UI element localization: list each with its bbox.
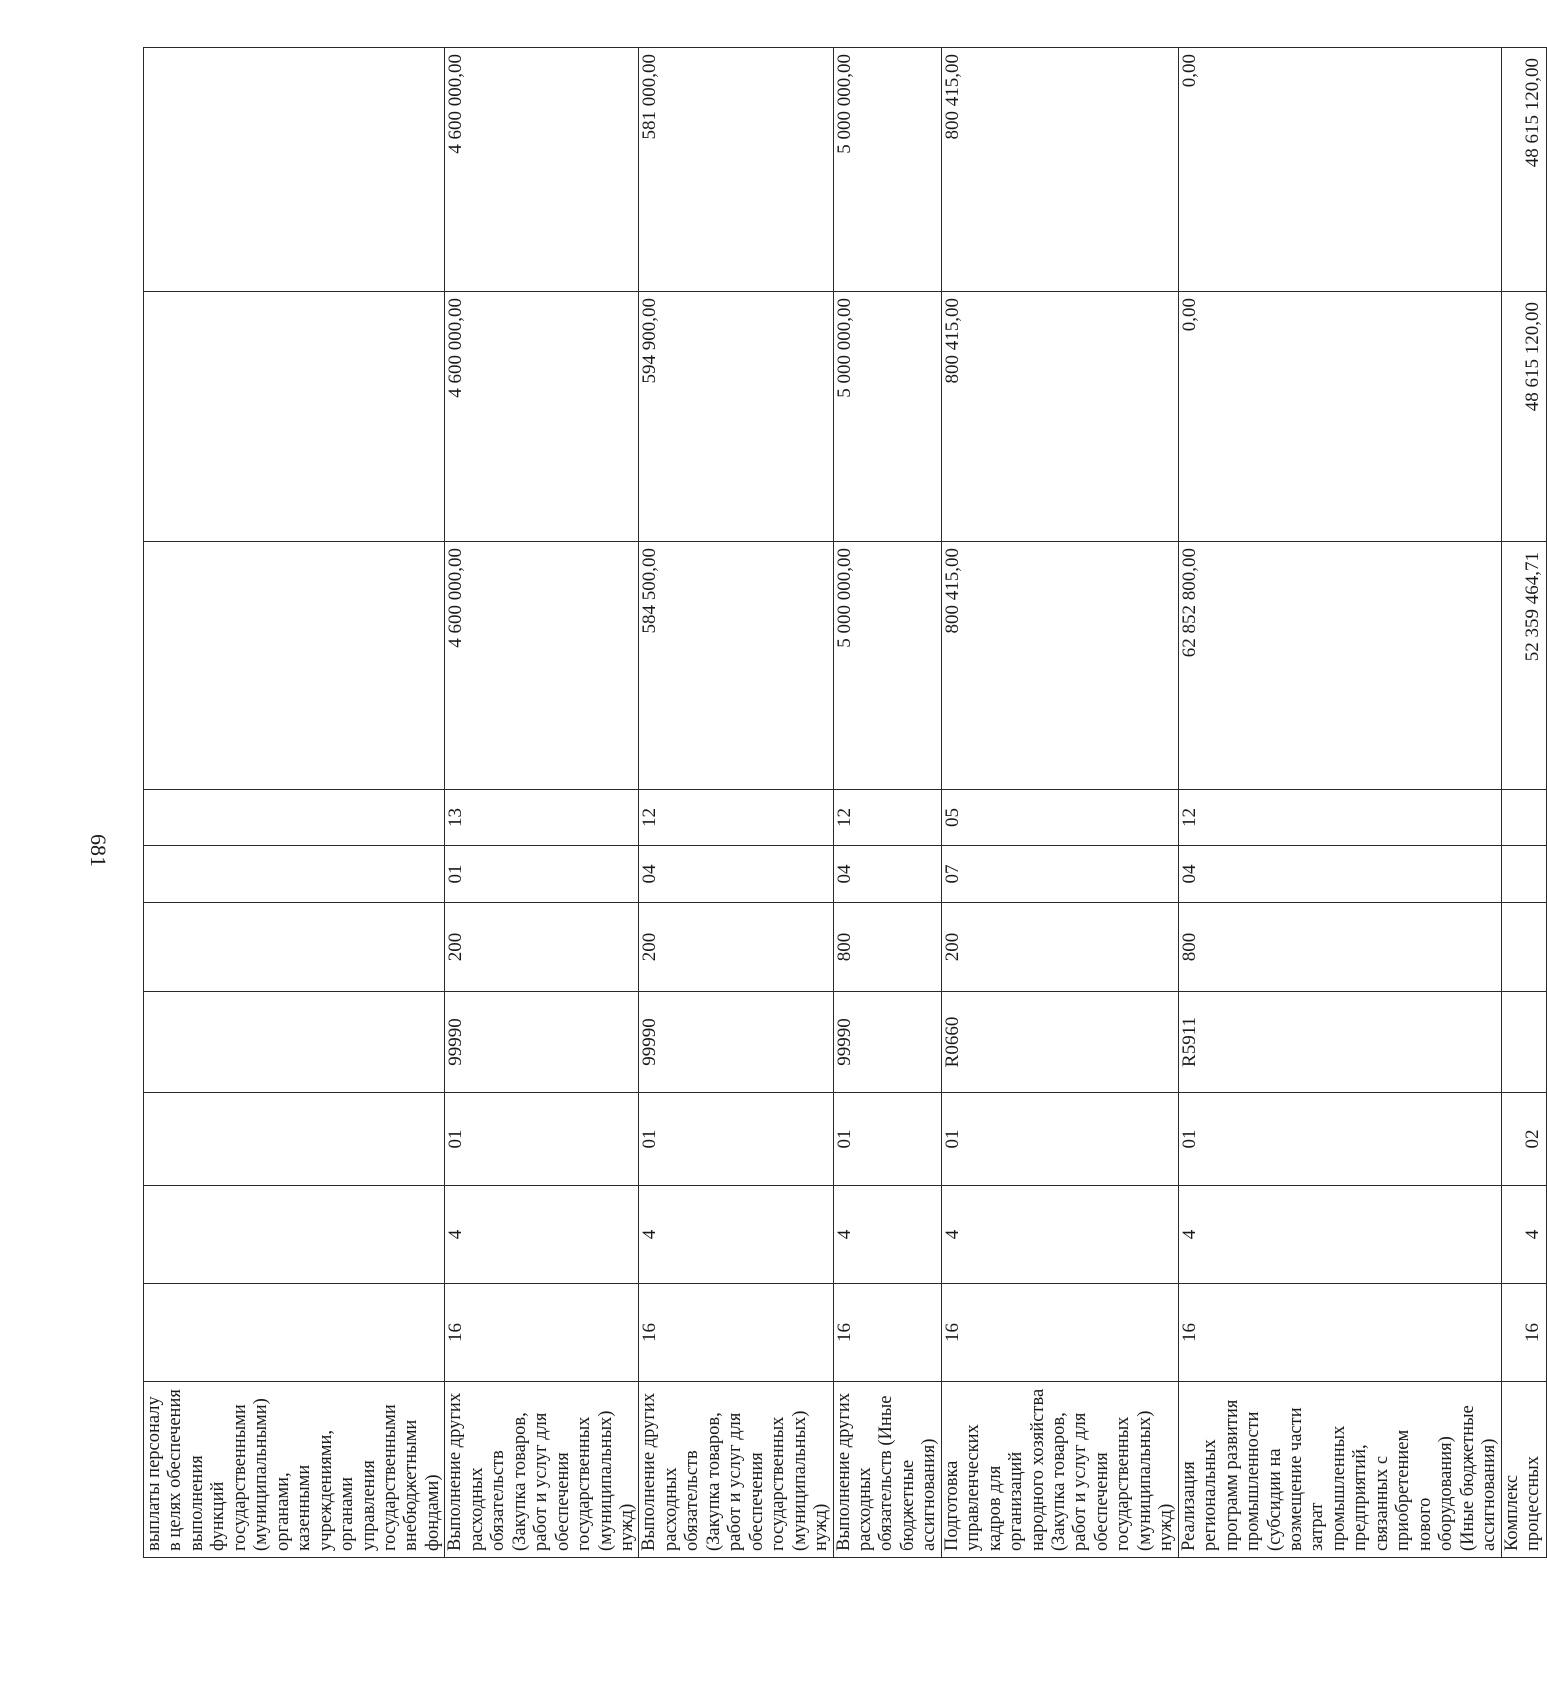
amount-cell: 52 359 464,71: [1501, 542, 1547, 790]
code-cell: 16: [1501, 1284, 1547, 1382]
code-cell: [1501, 790, 1547, 846]
amount-cell: 4 600 000,00: [445, 292, 639, 542]
row-description: Выполнение других расходных обязательств (Иные бюджетные ассигнования): [833, 1382, 941, 1558]
code-cell: 16: [639, 1284, 833, 1382]
row-description: Выполнение других расходных обязательств (Закупка товаров, работ и услуг для обеспечения государственных (муниципальных) нужд): [445, 1382, 639, 1558]
code-cell: 16: [941, 1284, 1178, 1382]
table-row: [445, 48, 639, 1558]
code-cell: 800: [833, 903, 941, 992]
code-cell: 02: [1501, 1093, 1547, 1186]
code-cell: 4: [941, 1186, 1178, 1284]
code-cell: 04: [1178, 846, 1501, 903]
table-row: [1501, 48, 1547, 1558]
amount-cell: 4 600 000,00: [445, 542, 639, 790]
code-cell: [1501, 992, 1547, 1093]
row-description: выплаты персоналу в целях обеспечения выполнения функций государственными (муниципальными) органами, казенными учреждениями, органами управления государственными внебюджетными фондами): [144, 1382, 445, 1558]
code-cell: [144, 1186, 445, 1284]
amount-cell: 5 000 000,00: [833, 48, 941, 292]
code-cell: 16: [833, 1284, 941, 1382]
code-cell: 01: [445, 846, 639, 903]
amount-cell: 4 600 000,00: [445, 48, 639, 292]
amount-cell: 594 900,00: [639, 292, 833, 542]
amount-cell: [144, 292, 445, 542]
code-cell: 200: [639, 903, 833, 992]
code-cell: 01: [833, 1093, 941, 1186]
code-cell: [144, 992, 445, 1093]
amount-cell: 800 415,00: [941, 292, 1178, 542]
amount-cell: 581 000,00: [639, 48, 833, 292]
amount-cell: 62 852 800,00: [1178, 542, 1501, 790]
table-row: [144, 48, 445, 1558]
code-cell: 12: [833, 790, 941, 846]
code-cell: [144, 846, 445, 903]
code-cell: 4: [445, 1186, 639, 1284]
code-cell: 01: [445, 1093, 639, 1186]
amount-cell: 800 415,00: [941, 48, 1178, 292]
code-cell: 99990: [445, 992, 639, 1093]
code-cell: 4: [639, 1186, 833, 1284]
code-cell: 07: [941, 846, 1178, 903]
code-cell: 99990: [639, 992, 833, 1093]
rotated-table-wrapper: [143, 48, 1544, 1558]
page-number: 681: [86, 833, 111, 867]
code-cell: 200: [941, 903, 1178, 992]
row-description: Комплекс процессных: [1501, 1382, 1547, 1558]
table-row: [941, 48, 1178, 1558]
code-cell: [1501, 846, 1547, 903]
amount-cell: 0,00: [1178, 292, 1501, 542]
code-cell: 800: [1178, 903, 1501, 992]
code-cell: R5911: [1178, 992, 1501, 1093]
code-cell: 01: [639, 1093, 833, 1186]
code-cell: 13: [445, 790, 639, 846]
code-cell: 01: [1178, 1093, 1501, 1186]
table-row: [639, 48, 833, 1558]
code-cell: 04: [833, 846, 941, 903]
table-row: [1178, 48, 1501, 1558]
code-cell: 99990: [833, 992, 941, 1093]
row-description: Реализация региональных программ развития промышленности (субсидии на возмещение части затрат промышленных предприятий, связанных с приобретением нового оборудования) (Иные бюджетные ассигнования): [1178, 1382, 1501, 1558]
table-row: [833, 48, 941, 1558]
code-cell: [144, 1093, 445, 1186]
code-cell: [144, 1284, 445, 1382]
budget-table: [143, 47, 1547, 1558]
code-cell: [144, 790, 445, 846]
code-cell: 05: [941, 790, 1178, 846]
code-cell: 200: [445, 903, 639, 992]
code-cell: 4: [1501, 1186, 1547, 1284]
code-cell: R0660: [941, 992, 1178, 1093]
amount-cell: 5 000 000,00: [833, 542, 941, 790]
code-cell: 04: [639, 846, 833, 903]
code-cell: 16: [1178, 1284, 1501, 1382]
amount-cell: 584 500,00: [639, 542, 833, 790]
amount-cell: 48 615 120,00: [1501, 292, 1547, 542]
code-cell: 12: [639, 790, 833, 846]
amount-cell: 48 615 120,00: [1501, 48, 1547, 292]
row-description: Подготовка управленческих кадров для организаций народного хозяйства (Закупка товаров, работ и услуг для обеспечения государственных (муниципальных) нужд): [941, 1382, 1178, 1558]
code-cell: 01: [941, 1093, 1178, 1186]
amount-cell: 800 415,00: [941, 542, 1178, 790]
amount-cell: 5 000 000,00: [833, 292, 941, 542]
code-cell: 4: [833, 1186, 941, 1284]
code-cell: [144, 903, 445, 992]
amount-cell: 0,00: [1178, 48, 1501, 292]
code-cell: [1501, 903, 1547, 992]
amount-cell: [144, 542, 445, 790]
row-description: Выполнение других расходных обязательств (Закупка товаров, работ и услуг для обеспечения государственных (муниципальных) нужд): [639, 1382, 833, 1558]
code-cell: 16: [445, 1284, 639, 1382]
code-cell: 4: [1178, 1186, 1501, 1284]
code-cell: 12: [1178, 790, 1501, 846]
amount-cell: [144, 48, 445, 292]
